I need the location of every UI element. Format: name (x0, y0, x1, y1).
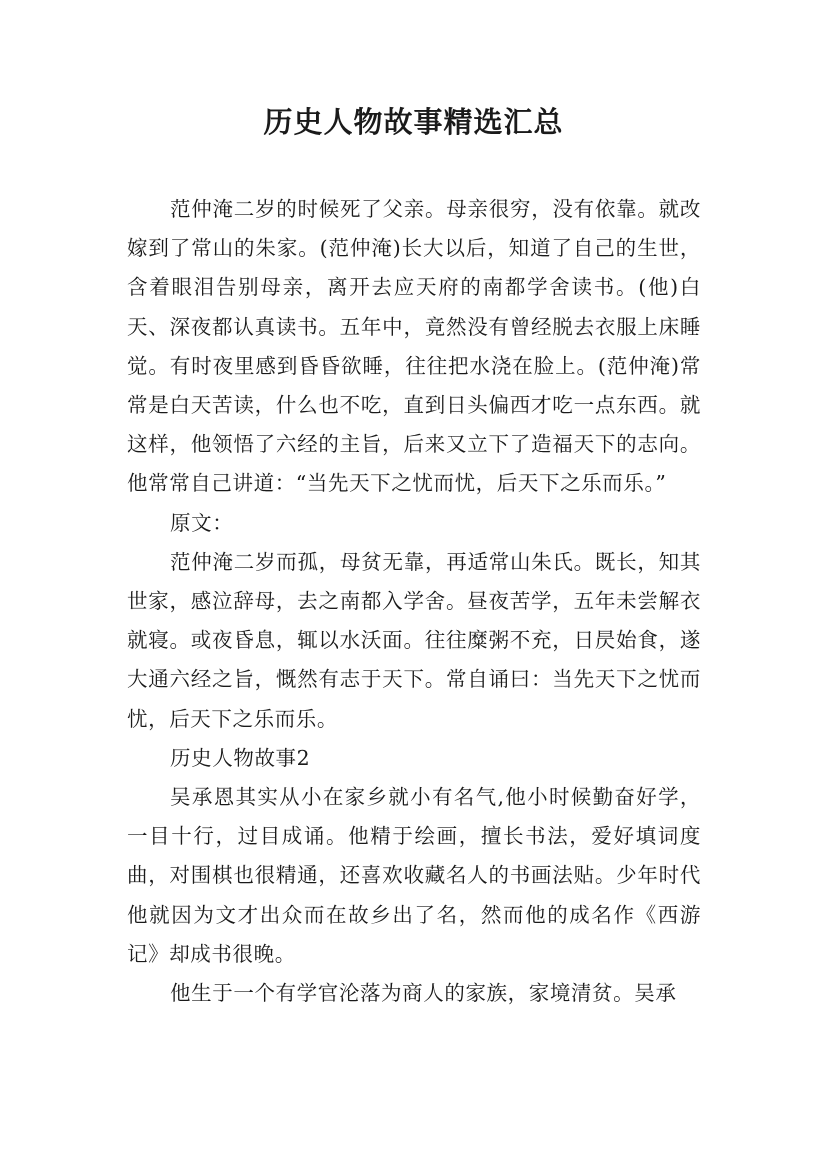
section-heading-story-2: 历史人物故事2 (170, 745, 311, 770)
document-body (127, 190, 701, 1013)
paragraph-original-text: 范仲淹二岁而孤，母贫无靠，再适常山朱氏。既长，知其世家，感泣辞母，去之南都入学舍。昼夜苦学，五年未尝解衣就寝。或夜昏息，辄以水沃面。往往糜粥不充，日昃始食，遂大通六经之旨，慨然有志于天下。常自诵曰：当先天下之忧而忧，后天下之乐而乐。 (127, 549, 701, 731)
paragraph-wu-chengen-family: 他生于一个有学官沦落为商人的家族，家境清贫。吴承 (170, 981, 677, 1006)
paragraph-wu-chengen-story: 吴承恩其实从小在家乡就小有名气,他小时候勤奋好学，一目十行，过目成诵。他精于绘画，擅长书法，爱好填词度曲，对围棋也很精通，还喜欢收藏名人的书画法贴。少年时代他就因为文才出众而在故乡出了名，然而他的成名作《西游记》却成书很晚。 (127, 785, 701, 966)
paragraph-original-text-label: 原文： (170, 510, 234, 535)
paragraph-fan-zhongyan-story: 范仲淹二岁的时候死了父亲。母亲很穷，没有依靠。就改嫁到了常山的朱家。(范仲淹)长大以后，知道了自己的生世，含着眼泪告别母亲，离开去应天府的南都学舍读书。(他)白天、深夜都认真读书。五年中，竟然没有曾经脱去衣服上床睡觉。有时夜里感到昏昏欲睡，往往把水浇在脸上。(范仲淹)常常是白天苦读，什么也不吃，直到日头偏西才吃一点东西。就这样，他领悟了六经的主旨，后来又立下了造福天下的志向。他常常自己讲道：“当先天下之忧而忧，后天下之乐而乐。” (127, 197, 701, 496)
document-title: 历史人物故事精选汇总 (263, 105, 564, 139)
